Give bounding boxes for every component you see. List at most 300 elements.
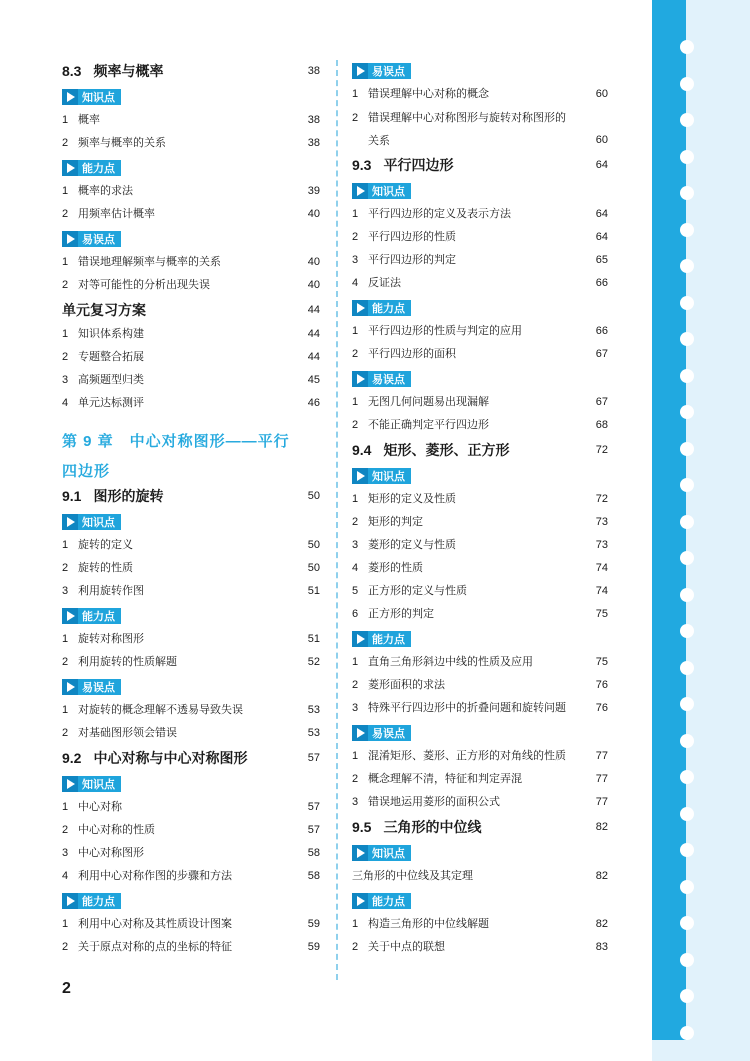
- category-tag: [62, 160, 121, 176]
- entry-label: [62, 632, 294, 646]
- entry-number: 2: [62, 562, 69, 575]
- toc-entry: [62, 722, 320, 745]
- play-icon: [352, 371, 368, 387]
- category-tag: [62, 679, 121, 695]
- entry-label: [62, 255, 294, 269]
- entry-page: 72: [595, 493, 608, 506]
- entry-page: 58: [307, 870, 320, 883]
- entry-number: 2: [62, 137, 69, 150]
- category-tag-label: 易误点: [82, 681, 115, 694]
- binder-sidebar: [652, 0, 750, 1061]
- binder-hole: [680, 624, 694, 638]
- entry-label: [62, 538, 294, 552]
- entry-label: [352, 492, 582, 506]
- entry-label: [62, 655, 294, 669]
- entry-number: 1: [352, 918, 359, 931]
- entry-text: 中心对称图形: [78, 847, 144, 860]
- entry-page: 82: [595, 918, 608, 931]
- entry-number: 1: [352, 88, 359, 101]
- entry-label: [352, 324, 582, 338]
- entry-label: [62, 584, 294, 598]
- section-number: 9.3: [352, 157, 372, 173]
- sidebar-bottom: [652, 1040, 750, 1061]
- entry-page: 64: [595, 231, 608, 244]
- toc-section-heading: [352, 814, 608, 840]
- entry-text: 专题整合拓展: [78, 351, 144, 364]
- category-tag-label: 知识点: [82, 516, 115, 529]
- entry-number: 4: [352, 277, 359, 290]
- section-page: 44: [307, 304, 320, 316]
- entry-label: [62, 800, 294, 814]
- entry-label: [62, 561, 294, 575]
- entry-page: 44: [307, 328, 320, 341]
- toc-section-heading: [62, 745, 320, 771]
- toc-entry: [62, 392, 320, 415]
- category-tag-row: [352, 720, 608, 745]
- entry-text: 利用中心对称及其性质设计图案: [78, 918, 232, 931]
- entry-number: 1: [62, 633, 69, 646]
- entry-page: 75: [595, 656, 608, 669]
- entry-page: 68: [595, 419, 608, 432]
- binder-hole: [680, 150, 694, 164]
- binder-hole: [680, 989, 694, 1003]
- toc-section-heading: [62, 297, 320, 323]
- entry-number: 2: [352, 941, 359, 954]
- section-title: 图形的旋转: [93, 488, 164, 504]
- toc-entry: [62, 557, 320, 580]
- binder-hole: [680, 332, 694, 346]
- entry-text: 用频率估计概率: [78, 208, 155, 221]
- category-tag: [352, 300, 411, 316]
- entry-number: 1: [352, 325, 359, 338]
- entry-label: [62, 184, 294, 198]
- entry-page: 40: [307, 256, 320, 269]
- binder-hole: [680, 697, 694, 711]
- entry-number: 1: [62, 918, 69, 931]
- entry-text: 平行四边形的性质与判定的应用: [368, 325, 522, 338]
- toc-entry: [352, 343, 608, 366]
- entry-label: [352, 87, 582, 101]
- entry-number: 1: [352, 208, 359, 221]
- entry-text: 错误地运用菱形的面积公式: [368, 796, 500, 809]
- play-icon: [352, 845, 368, 861]
- play-icon: [352, 893, 368, 909]
- category-tag-row: [62, 674, 320, 699]
- play-icon: [62, 514, 78, 530]
- entry-label: [62, 113, 294, 127]
- section-title-group: [62, 300, 146, 320]
- toc-entry: [352, 534, 608, 557]
- entry-label: [62, 327, 294, 341]
- toc-entry: [352, 557, 608, 580]
- entry-label: [352, 111, 582, 153]
- entry-number: 3: [352, 254, 359, 267]
- category-tag-row: [62, 509, 320, 534]
- toc-entry: [352, 936, 608, 959]
- entry-number: 3: [352, 702, 359, 715]
- section-page: 82: [595, 821, 608, 833]
- category-tag-label: 能力点: [82, 895, 115, 908]
- toc-entry: [62, 865, 320, 888]
- entry-page: 38: [307, 114, 320, 127]
- binder-hole: [680, 807, 694, 821]
- binder-hole: [680, 515, 694, 529]
- entry-page: 83: [595, 941, 608, 954]
- entry-page: 77: [595, 796, 608, 809]
- entry-text: 平行四边形的判定: [368, 254, 456, 267]
- entry-page: 40: [307, 208, 320, 221]
- entry-number: 2: [62, 279, 69, 292]
- entry-page: 74: [595, 585, 608, 598]
- entry-number: 2: [62, 656, 69, 669]
- category-tag-label: 易误点: [372, 373, 405, 386]
- toc-entry: [352, 414, 608, 437]
- entry-text: 特殊平行四边形中的折叠问题和旋转问题: [368, 702, 566, 715]
- binder-hole: [680, 588, 694, 602]
- play-icon: [62, 160, 78, 176]
- entry-text: 利用旋转的性质解题: [78, 656, 177, 669]
- toc-entry: [352, 203, 608, 226]
- entry-label: [352, 230, 582, 244]
- category-tag-row: [62, 771, 320, 796]
- entry-text: 知识体系构建: [78, 328, 144, 341]
- entry-label: [352, 276, 582, 290]
- play-icon: [352, 63, 368, 79]
- toc-entry: [352, 272, 608, 295]
- chapter-title-line: 四边形: [62, 462, 111, 480]
- entry-number: 2: [352, 516, 359, 529]
- entry-text: 平行四边形的性质: [368, 231, 456, 244]
- category-tag: [352, 893, 411, 909]
- toc-entry: [62, 323, 320, 346]
- entry-page: 39: [307, 185, 320, 198]
- entry-label: [352, 607, 582, 621]
- entry-number: 2: [352, 348, 359, 361]
- entry-page: 53: [307, 727, 320, 740]
- binder-hole: [680, 551, 694, 565]
- category-tag-label: 知识点: [372, 847, 405, 860]
- toc-entry: [62, 180, 320, 203]
- entry-number: 3: [352, 539, 359, 552]
- category-tag-row: [352, 626, 608, 651]
- section-page: 64: [595, 159, 608, 171]
- category-tag: [62, 776, 121, 792]
- toc-entry: [352, 320, 608, 343]
- entry-page: 66: [595, 277, 608, 290]
- entry-label: [62, 917, 294, 931]
- binder-hole: [680, 186, 694, 200]
- entry-page: 74: [595, 562, 608, 575]
- category-tag-row: [62, 155, 320, 180]
- category-tag: [352, 631, 411, 647]
- toc-right-column: [352, 58, 608, 959]
- entry-label: [352, 253, 582, 267]
- category-tag-row: [62, 84, 320, 109]
- binder-hole: [680, 223, 694, 237]
- binder-hole: [680, 953, 694, 967]
- category-tag-label: 易误点: [372, 727, 405, 740]
- entry-page: 44: [307, 351, 320, 364]
- entry-text: 高频题型归类: [78, 374, 144, 387]
- entry-text: 错误理解中心对称的概念: [368, 88, 489, 101]
- entry-text: 无图几何问题易出现漏解: [368, 396, 489, 409]
- entry-label: [352, 772, 582, 786]
- toc-entry: [62, 109, 320, 132]
- entry-page: 60: [595, 133, 608, 146]
- entry-text: 菱形的性质: [368, 562, 423, 575]
- section-title-group: [352, 440, 509, 460]
- toc-entry: [62, 936, 320, 959]
- entry-text: 对基础图形领会错误: [78, 727, 177, 740]
- entry-page: 53: [307, 704, 320, 717]
- toc-entry: [62, 580, 320, 603]
- toc-entry: [352, 865, 608, 888]
- entry-number: 4: [62, 397, 69, 410]
- binder-hole: [680, 880, 694, 894]
- entry-page: 67: [595, 396, 608, 409]
- category-tag: [62, 89, 121, 105]
- play-icon: [62, 776, 78, 792]
- category-tag-row: [62, 603, 320, 628]
- entry-page: 52: [307, 656, 320, 669]
- entry-text: 关于原点对称的点的坐标的特征: [78, 941, 232, 954]
- entry-page: 60: [595, 88, 608, 101]
- section-title: 三角形的中位线: [383, 819, 482, 835]
- category-tag: [352, 183, 411, 199]
- entry-number: 2: [62, 351, 69, 364]
- entry-text: 菱形的定义与性质: [368, 539, 456, 552]
- toc-entry: [352, 106, 608, 152]
- category-tag-row: [352, 840, 608, 865]
- category-tag-label: 能力点: [372, 302, 405, 315]
- binder-hole: [680, 770, 694, 784]
- toc-section-heading: [352, 437, 608, 463]
- entry-number: 2: [62, 824, 69, 837]
- entry-text: 旋转的性质: [78, 562, 133, 575]
- entry-page: 57: [307, 824, 320, 837]
- toc-entry: [352, 580, 608, 603]
- chapter-title-line: 第 9 章 中心对称图形——平行: [62, 432, 290, 450]
- entry-label: [352, 584, 582, 598]
- entry-number: 6: [352, 608, 359, 621]
- entry-text: 构造三角形的中位线解题: [368, 918, 489, 931]
- entry-label: [352, 701, 582, 715]
- section-title-group: [62, 748, 247, 768]
- category-tag-label: 能力点: [372, 895, 405, 908]
- entry-page: 59: [307, 941, 320, 954]
- binder-hole: [680, 916, 694, 930]
- category-tag-label: 知识点: [82, 778, 115, 791]
- entry-label: [62, 207, 294, 221]
- entry-text-line: 错误理解中心对称图形与旋转对称图形的: [368, 112, 566, 124]
- entry-label: [352, 515, 582, 529]
- category-tag: [62, 514, 121, 530]
- play-icon: [62, 679, 78, 695]
- section-title: 频率与概率: [93, 63, 164, 79]
- play-icon: [62, 893, 78, 909]
- entry-page: 76: [595, 702, 608, 715]
- entry-page: 51: [307, 633, 320, 646]
- section-page: 72: [595, 444, 608, 456]
- entry-number: 1: [352, 656, 359, 669]
- category-tag: [352, 63, 411, 79]
- binder-hole: [680, 405, 694, 419]
- toc-entry: [352, 791, 608, 814]
- entry-text: 频率与概率的关系: [78, 137, 166, 150]
- entry-label: [352, 538, 582, 552]
- play-icon: [352, 468, 368, 484]
- category-tag-label: 能力点: [82, 162, 115, 175]
- entry-text: 直角三角形斜边中线的性质及应用: [368, 656, 533, 669]
- entry-page: 67: [595, 348, 608, 361]
- category-tag-label: 能力点: [372, 633, 405, 646]
- section-title-group: [352, 817, 481, 837]
- section-number: 9.2: [62, 750, 82, 766]
- entry-number: 2: [352, 112, 359, 124]
- toc-entry: [352, 391, 608, 414]
- toc-entry: [352, 651, 608, 674]
- toc-entry: [62, 842, 320, 865]
- entry-label: [352, 655, 582, 669]
- category-tag-row: [352, 463, 608, 488]
- entry-text: 对旋转的概念理解不透易导致失误: [78, 704, 243, 717]
- entry-number: 2: [352, 773, 359, 786]
- toc-entry: [62, 819, 320, 842]
- entry-label: [352, 795, 582, 809]
- entry-label: [62, 396, 294, 410]
- entry-text: 平行四边形的定义及表示方法: [368, 208, 511, 221]
- entry-label: [62, 846, 294, 860]
- entry-label: [62, 940, 294, 954]
- play-icon: [352, 183, 368, 199]
- entry-text: 不能正确判定平行四边形: [368, 419, 489, 432]
- entry-text-line: 关系: [368, 135, 390, 147]
- section-number: 8.3: [62, 63, 82, 79]
- entry-label: [62, 823, 294, 837]
- entry-text: 矩形的判定: [368, 516, 423, 529]
- category-tag-label: 知识点: [372, 470, 405, 483]
- category-tag: [352, 845, 411, 861]
- toc-entry: [62, 203, 320, 226]
- binder-hole: [680, 113, 694, 127]
- entry-page: 82: [595, 870, 608, 883]
- category-tag: [62, 893, 121, 909]
- entry-page: 77: [595, 750, 608, 763]
- section-number: 9.1: [62, 488, 82, 504]
- toc-left-column: [62, 58, 320, 959]
- entry-page: 58: [307, 847, 320, 860]
- section-title: 单元复习方案: [62, 302, 146, 318]
- entry-page: 65: [595, 254, 608, 267]
- entry-text: 概念理解不清，特征和判定弄混: [368, 773, 522, 786]
- category-tag-row: [352, 58, 608, 83]
- entry-page: 76: [595, 679, 608, 692]
- toc-entry: [352, 603, 608, 626]
- entry-text-block: [368, 107, 566, 153]
- entry-number: 2: [62, 941, 69, 954]
- section-title: 平行四边形: [383, 157, 454, 173]
- entry-label: [62, 373, 294, 387]
- category-tag-label: 知识点: [372, 185, 405, 198]
- toc-entry: [62, 534, 320, 557]
- entry-number: 1: [352, 493, 359, 506]
- section-number: 9.4: [352, 442, 372, 458]
- play-icon: [352, 725, 368, 741]
- category-tag: [62, 231, 121, 247]
- entry-page: 64: [595, 208, 608, 221]
- entry-label: [352, 561, 582, 575]
- entry-page: 51: [307, 585, 320, 598]
- category-tag-label: 易误点: [372, 65, 405, 78]
- entry-number: 2: [352, 231, 359, 244]
- entry-text: 错误地理解频率与概率的关系: [78, 256, 221, 269]
- entry-page: 77: [595, 773, 608, 786]
- binder-hole: [680, 77, 694, 91]
- toc-entry: [352, 674, 608, 697]
- section-page: 50: [307, 490, 320, 502]
- binder-hole: [680, 661, 694, 675]
- binder-hole: [680, 1026, 694, 1040]
- entry-page: 40: [307, 279, 320, 292]
- entry-page: 50: [307, 562, 320, 575]
- toc-entry: [352, 83, 608, 106]
- toc-entry: [352, 488, 608, 511]
- category-tag-row: [352, 888, 608, 913]
- entry-text: 关于中点的联想: [368, 941, 445, 954]
- entry-page: 75: [595, 608, 608, 621]
- entry-number: 1: [62, 185, 69, 198]
- entry-label: [62, 136, 294, 150]
- entry-number: 2: [352, 679, 359, 692]
- entry-page: 57: [307, 801, 320, 814]
- entry-page: 73: [595, 516, 608, 529]
- play-icon: [352, 300, 368, 316]
- toc-section-heading: [62, 58, 320, 84]
- entry-text: 正方形的判定: [368, 608, 434, 621]
- binder-hole: [680, 843, 694, 857]
- category-tag-label: 易误点: [82, 233, 115, 246]
- entry-text: 单元达标测评: [78, 397, 144, 410]
- binder-hole: [680, 478, 694, 492]
- toc-section-heading: [352, 152, 608, 178]
- section-title: 矩形、菱形、正方形: [383, 442, 510, 458]
- entry-text: 概率: [78, 114, 100, 127]
- binder-hole: [680, 40, 694, 54]
- play-icon: [62, 231, 78, 247]
- toc-entry: [62, 913, 320, 936]
- entry-label: [352, 347, 582, 361]
- entry-number: 1: [352, 750, 359, 763]
- toc-entry: [62, 369, 320, 392]
- toc-entry: [352, 511, 608, 534]
- entry-text: 反证法: [368, 277, 401, 290]
- entry-text: 中心对称的性质: [78, 824, 155, 837]
- section-page: 38: [307, 65, 320, 77]
- entry-number: 3: [62, 585, 69, 598]
- entry-number: 1: [62, 328, 69, 341]
- category-tag-row: [352, 295, 608, 320]
- section-page: 57: [307, 752, 320, 764]
- toc-entry: [62, 346, 320, 369]
- toc-entry: [352, 249, 608, 272]
- entry-page: 59: [307, 918, 320, 931]
- toc-entry: [62, 796, 320, 819]
- entry-number: 1: [62, 256, 69, 269]
- toc-entry: [62, 132, 320, 155]
- category-tag-label: 知识点: [82, 91, 115, 104]
- entry-text: 混淆矩形、菱形、正方形的对角线的性质: [368, 750, 566, 763]
- entry-number: 5: [352, 585, 359, 598]
